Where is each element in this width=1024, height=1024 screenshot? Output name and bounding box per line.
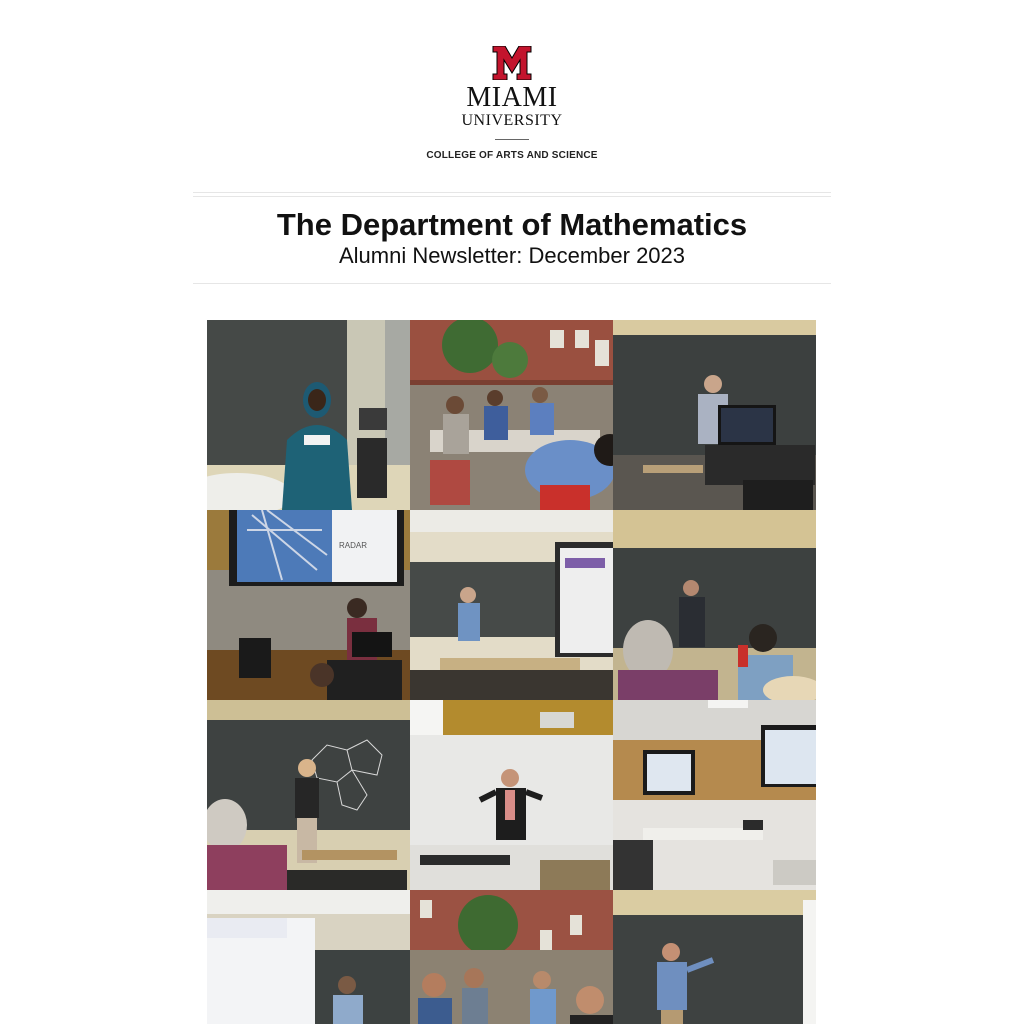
- divider-top: [193, 192, 831, 193]
- photo-speaker-chalkboard-1: [207, 320, 410, 510]
- photo-speaker-slide-audience: [207, 890, 410, 1024]
- photo-speaker-chalkboard-pointing: [613, 890, 816, 1024]
- miami-university-logo: [0, 46, 1024, 161]
- divider-top-inner: [193, 196, 831, 197]
- slide-radar-text: RADAR: [339, 541, 368, 550]
- photo-speaker-hexagon-board: [207, 700, 410, 890]
- photo-speaker-whiteboard: [410, 700, 613, 890]
- logo-divider: [495, 139, 529, 140]
- photo-outdoor-group-table: [410, 320, 613, 510]
- logo-name: MIAMI: [466, 82, 558, 113]
- photo-collage: [207, 320, 817, 1024]
- photo-speaker-radar-slide: [207, 510, 410, 700]
- college-name: COLLEGE OF ARTS AND SCIENCE: [426, 150, 598, 161]
- miami-m-icon: [491, 46, 533, 80]
- photo-speaker-podium-computer: [613, 320, 816, 510]
- photo-lecture-hall-screens: [613, 700, 816, 890]
- photo-speaker-projector-screen: [410, 510, 613, 700]
- divider-bottom: [193, 283, 831, 284]
- photo-speaker-chalkboard-2: [613, 510, 816, 700]
- photo-outdoor-group-smiling: [410, 890, 613, 1024]
- newsletter-title: The Department of Mathematics: [276, 207, 748, 242]
- newsletter-subtitle: Alumni Newsletter: December 2023: [338, 243, 686, 268]
- logo-subtitle: UNIVERSITY: [461, 112, 563, 129]
